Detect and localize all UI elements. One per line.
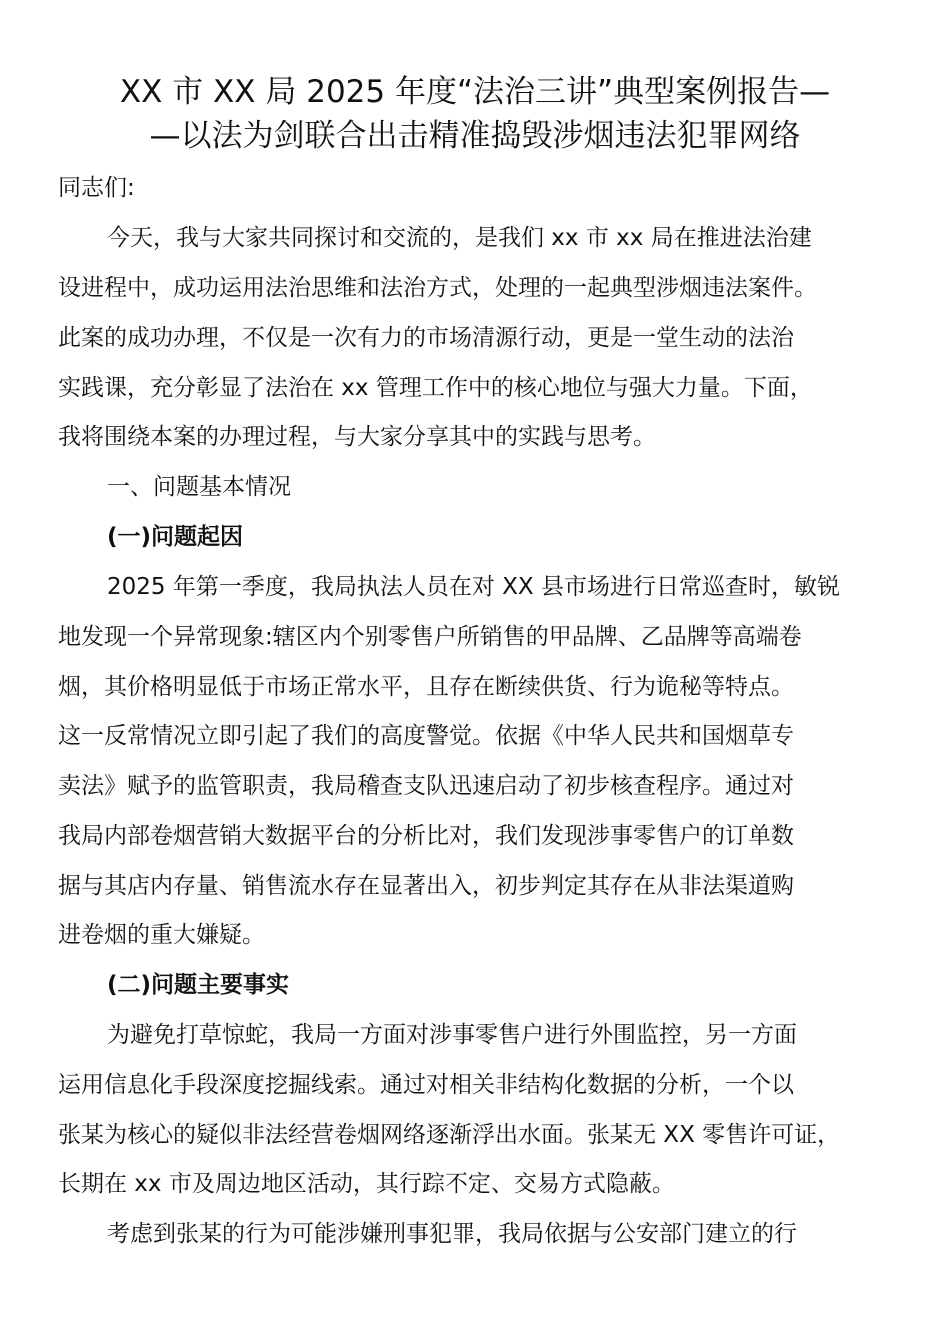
salutation: 同志们:	[58, 175, 135, 201]
cause-line-1: 2025 年第一季度，我局执法人员在对 XX 县市场进行日常巡查时，敏锐	[107, 574, 840, 600]
document-title-line-1: XX 市 XX 局 2025 年度“法治三讲”典型案例报告—	[119, 74, 831, 110]
facts-paragraph2-line-1: 考虑到张某的行为可能涉嫌刑事犯罪，我局依据与公安部门建立的行	[107, 1221, 797, 1247]
intro-line-1: 今天，我与大家共同探讨和交流的，是我们 xx 市 xx 局在推进法治建	[107, 225, 812, 251]
cause-line-5: 卖法》赋予的监管职责，我局稽查支队迅速启动了初步核查程序。通过对	[58, 773, 794, 799]
subsection-heading-cause: (一)问题起因	[107, 524, 244, 550]
section-heading: 一、问题基本情况	[107, 474, 291, 500]
facts-line-2: 运用信息化手段深度挖掘线索。通过对相关非结构化数据的分析，一个以	[58, 1072, 794, 1098]
intro-line-4: 实践课，充分彰显了法治在 xx 管理工作中的核心地位与强大力量。下面，	[58, 375, 813, 401]
cause-line-4: 这一反常情况立即引起了我们的高度警觉。依据《中华人民共和国烟草专	[58, 723, 794, 749]
intro-line-5: 我将围绕本案的办理过程，与大家分享其中的实践与思考。	[58, 424, 656, 450]
cause-line-3: 烟，其价格明显低于市场正常水平，且存在断续供货、行为诡秘等特点。	[58, 674, 794, 700]
document-title-line-2: —以法为剑联合出击精准捣毁涉烟违法犯罪网络	[149, 118, 801, 154]
facts-line-4: 长期在 xx 市及周边地区活动，其行踪不定、交易方式隐蔽。	[58, 1171, 675, 1197]
facts-line-3: 张某为核心的疑似非法经营卷烟网络逐渐浮出水面。张某无 XX 零售许可证，	[58, 1122, 841, 1148]
cause-line-2: 地发现一个异常现象:辖区内个别零售户所销售的甲品牌、乙品牌等高端卷	[58, 624, 802, 650]
intro-line-2: 设进程中，成功运用法治思维和法治方式，处理的一起典型涉烟违法案件。	[58, 275, 817, 301]
facts-line-1: 为避免打草惊蛇，我局一方面对涉事零售户进行外围监控，另一方面	[107, 1022, 797, 1048]
subsection-heading-facts: (二)问题主要事实	[107, 972, 290, 998]
intro-line-3: 此案的成功办理，不仅是一次有力的市场清源行动，更是一堂生动的法治	[58, 325, 794, 351]
cause-line-7: 据与其店内存量、销售流水存在显著出入，初步判定其存在从非法渠道购	[58, 873, 794, 899]
cause-line-8: 进卷烟的重大嫌疑。	[58, 922, 265, 948]
cause-line-6: 我局内部卷烟营销大数据平台的分析比对，我们发现涉事零售户的订单数	[58, 823, 794, 849]
